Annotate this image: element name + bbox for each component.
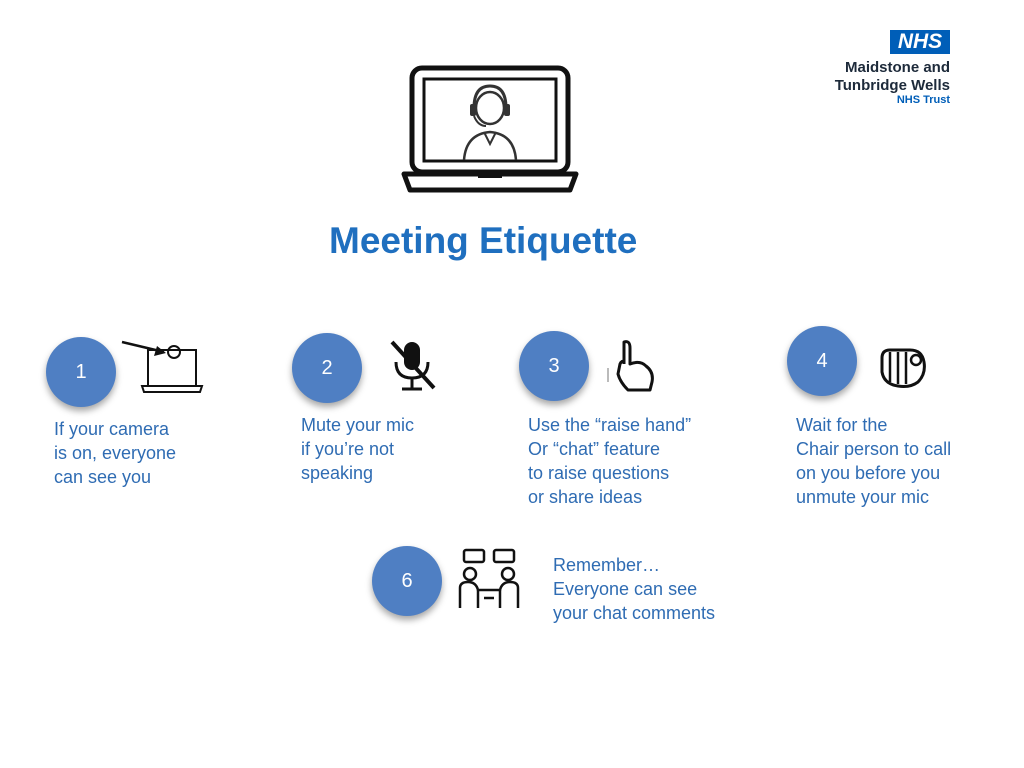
step-1-text: If your camera is on, everyone can see you [54,419,177,487]
step-2-badge: 2 [292,333,362,403]
step-6-badge: 6 [372,546,442,616]
step-2-text: Mute your mic if you’re not speaking [301,415,415,483]
page-title: Meeting Etiquette [329,220,638,261]
pointing-hand-icon [876,344,928,390]
org-name-trust: NHS Trust [896,94,950,106]
chat-people-icon [458,548,522,614]
nhs-logo-badge: NHS [890,30,950,54]
org-name-line1: Maidstone and [844,59,950,76]
step-3-text: Use the “raise hand” Or “chat” feature to raise questions or share ideas [528,415,692,507]
laptop-headset-person-icon [400,64,580,196]
muted-mic-icon [388,338,440,394]
step-4-text: Wait for the Chair person to call on you before you unmute your mic [796,415,952,507]
step-3-badge: 3 [519,331,589,401]
raise-hand-icon [606,338,662,394]
org-name-line2: Tunbridge Wells [834,77,950,94]
step-4-badge: 4 [787,326,857,396]
laptop-camera-icon [120,338,204,396]
step-1-badge: 1 [46,337,116,407]
step-6-text: Remember… Everyone can see your chat comments [553,555,716,623]
